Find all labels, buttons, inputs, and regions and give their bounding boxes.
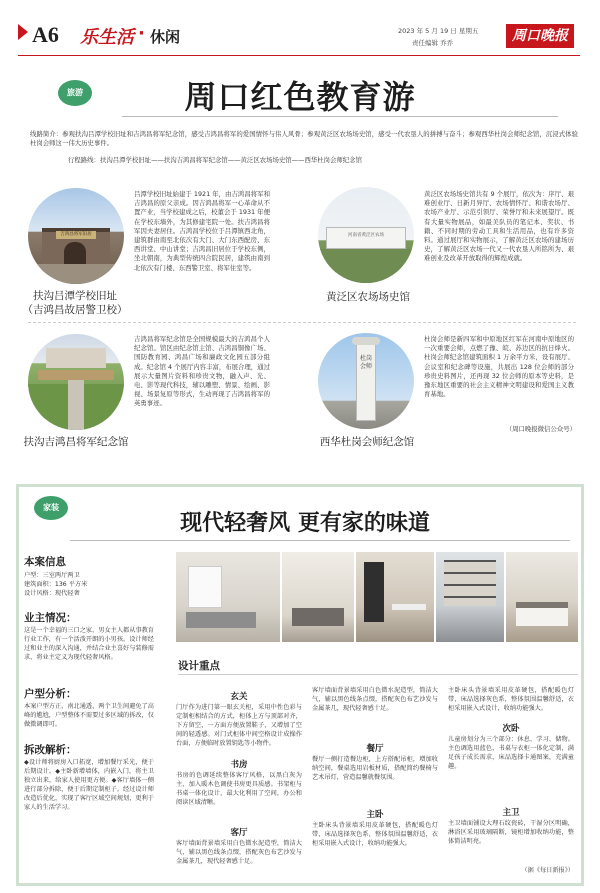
caption-farm-museum: 黄泛区农场场史馆 (326, 291, 410, 303)
bath-text: 主卫墙面铺设大理石纹瓷砖，干湿分区明确，淋浴区采用玻璃隔断，镜柜增加收纳功能，整体简洁明亮。 (448, 820, 574, 845)
study-title: 书房 (230, 760, 248, 770)
caption-lvtan-school: 扶沟吕潭学校旧址 (33, 290, 117, 302)
master-text: 主卧床头背景墙采用皮革硬包，搭配暖色灯带，床品选择灰色系，整体氛围温馨舒适，衣柜采用嵌入式设计，收纳功能强大。 (312, 822, 438, 847)
sign-farm: 河南省黄泛区农场 (348, 233, 384, 238)
photo-living-room (176, 552, 280, 642)
design-title: 设计重点 (178, 660, 220, 672)
section-dot: · (138, 23, 145, 44)
kids-title: 次卧 (502, 724, 520, 734)
living-text: 客厅墙面背景墙采用白色微水泥造型，简洁大气，辅以黑色线条点缀，搭配灰色布艺沙发与金属茶几，现代轻奢感十足。 (176, 840, 302, 865)
home-title-rule (70, 540, 570, 541)
photo-living-room-2 (282, 552, 354, 642)
info-line-2: 建筑面积：136 平方米 (24, 581, 88, 588)
photo-jihongchang-memorial (28, 334, 124, 430)
info-line-1: 户型：三室两厅两卫 (24, 572, 80, 579)
photo-dining-room (356, 552, 434, 642)
layout-text: 本案户型方正，南北通透，两个卫生间避免了高峰的尴尬，户型整体不需要过多区域的拆改，仅做微调即可。 (24, 703, 154, 728)
home-credit: （据《每日新报》） (521, 867, 574, 874)
living-title: 客厅 (230, 828, 248, 838)
masthead (0, 0, 600, 60)
foyer-title: 玄关 (230, 692, 248, 702)
section-name: 休闲 (150, 28, 181, 46)
issue-date: 2023 年 5 月 19 日 星期五 (398, 27, 479, 35)
master-text-cont: 主卧床头背景墙采用皮革硬包，搭配暖色灯带，床品选择灰色系，整体氛围温馨舒适，衣柜采用嵌入式设计，收纳功能强大。 (448, 687, 574, 712)
text-lvtan-school: 吕潭学校旧址始建于 1921 年，由吉鸿昌将军和吉鸿昌的原父亲成。因吉鸿昌将军一心革命从不置产业，当学校建成之后，校董会于 1931 年便在学校东墙外，为其修建宅院一处。扶吉鸿昌将军因夫妻居住。吉鸿昌学校位于吕潭镇西北角，建筑群由南至北依次有大门、大门东西配房、东西讲堂、中山讲堂；吉鸿昌旧居位于学校东侧，坐北朝南，为典型传统四合院民居，建筑由南到北依次有门楼、东西警卫室、将军住室等。 (134, 190, 270, 272)
section-brand: 乐生活 (80, 27, 134, 48)
paper-logo: 周口晚报 (506, 24, 574, 48)
photo-bedroom (506, 552, 578, 642)
owner-text: 这是一个幸福的三口之家，男女主人都从事教育行业工作，有一个活泼开朗的小男孩。设计师经过和业主的深入沟通，并结合业主喜好与装修需求，将业主定义为现代轻奢风格。 (24, 627, 154, 661)
home-title: 现代轻奢风 更有家的味道 (180, 510, 430, 536)
owner-title: 业主情况： (24, 612, 77, 624)
dining-title: 餐厅 (366, 744, 384, 754)
home-badge-text: 家装 (43, 503, 59, 512)
route-itinerary: 行程路线：扶沟吕潭学校旧址——扶沟吉鸿昌将军纪念馆——黄泛区农场场史馆——西华杜岗会师纪念馆 (68, 156, 362, 164)
dining-text: 餐厅一侧打造餐边柜，上方搭配吊柜，增加收纳空间，餐桌选用岩板材质，搭配简约餐椅与艺术吊灯，营造温馨就餐氛围。 (312, 756, 438, 781)
tour-divider (28, 322, 576, 323)
text-dugang-memorial: 杜岗会师是新四军和中原地区红军在河南中原地区的一次重要会师，点燃了豫、皖、苏边区的抗日烽火。杜岗会师纪念馆建筑面积 1 万余平方米，设有展厅、会议室和纪念碑等设施，共展出 128 位会师的部分珍贵史料图片，还再现 32 位会师的原本等史料，是豫东地区重要的社会主义精神文明建设和爱国主义教育基地。 (424, 335, 574, 399)
living-text-cont: 客厅墙面背景墙采用白色微水泥造型，简洁大气，辅以黑色线条点缀，搭配灰色布艺沙发与金属茶几，现代轻奢感十足。 (312, 687, 438, 712)
masthead-rule (18, 55, 580, 56)
photo-study (436, 552, 504, 642)
page-number: A6 (32, 22, 59, 47)
modification-text: ◆设计师将厨房入口拓宽，增加餐厅采光，便于后期设计。◆主卧新增墙体，内嵌入门，将主卫独立出来，给家人使用更方便。◆客厅墙体一侧进行部分拆除，便于后期定制柜子。经过设计师改造后优化，实现了客厅区域空间规划，更利于家人的生活学习。 (24, 759, 154, 811)
info-line-3: 设计风格：现代轻奢 (24, 590, 80, 597)
title-rule (122, 116, 558, 117)
route-summary: 线路简介：参观扶沟吕潭学校旧址和吉鸿昌将军纪念馆，感受吉鸿昌将军的爱国情怀与伟人风骨；参观黄泛区农场场史馆，感受一代农垦人的拼搏与奋斗；参观西华杜岗会师纪念馆，沉浸式体验杜岗会师这一伟大历史事件。 (30, 130, 578, 147)
design-title-rule (178, 674, 578, 675)
photo-lvtan-school (28, 188, 124, 284)
red-tour-credit: （周口晚报微信公众号） (505, 425, 576, 433)
red-tour-badge-text: 旅游 (67, 88, 83, 97)
caption-lvtan-school-sub: （吉鸿昌故居警卫校） (22, 304, 128, 316)
caption-jihongchang-memorial: 扶沟吉鸿昌将军纪念馆 (23, 436, 129, 448)
layout-title: 户型分析： (24, 688, 77, 700)
modification-title: 拆改解析： (24, 744, 77, 756)
photo-farm-museum (318, 187, 414, 283)
text-farm-museum: 黄泛区农场场史馆共有 9 个展厅，依次为：序厅、艰难创业厅、日新月异厅、农场情怀厅、和谐农场厅、农场产业厅、示范引领厅、荣誉厅和未来展望厅。既有大量实物展品，如最美队员的笔记本、奖状、书籍、不同时期的劳动工具和生活用品，也有许多资料。通过展厅和实物展示，了解黄泛区农场的建场历史，了解黄泛区农场一代又一代农垦人所铭所为、艰难创业及改革开放取得的辉煌成就。 (424, 190, 574, 263)
photo-dugang-memorial (318, 333, 414, 429)
editor-credit: 责任编辑 乔乔 (412, 39, 454, 47)
red-tour-title: 周口红色教育游 (184, 78, 416, 116)
master-title: 主卧 (366, 810, 384, 820)
bath-title: 主卫 (502, 808, 520, 818)
masthead-arrow-icon (18, 24, 28, 40)
sign-lvtan: 吉鸿昌将军旧居 (56, 231, 96, 239)
study-text: 书房的色调延续整体客厅风格，以黑白灰为主，加入暖木色调使书房更具质感。书架柜与书桌一体化设计，最大化利用了空间，办公和阅读区域清晰。 (176, 772, 302, 806)
caption-dugang-memorial: 西华杜岗会师纪念馆 (319, 436, 415, 448)
text-jihongchang-memorial: 吉鸿昌将军纪念馆是全国规模最大的吉鸿昌个人纪念馆。馆区由纪念馆主馆、吉鸿昌铜像广场、国防教育园、鸿昌广场和廉政文化园五部分组成。纪念馆 4 个展厅内容丰富，布展合理，通过展示大量图片资料和珍贵文物，融入声、光、电、影等现代科技，辅以雕塑、情景、绘画、影视、场景复原等形式，生动再现了吉鸿昌将军的英勇事迹。 (134, 335, 270, 408)
tower-inscription: 杜岗会师 (360, 355, 373, 370)
kids-text: 儿童房划分为三个部分：休息、学习、储物。主色调选用蓝色，书桌与衣柜一体化定制，满足孩子成长需求，床品选择卡通图案，充满童趣。 (448, 736, 574, 770)
foyer-text: 门厅作为进门第一眼玄关柜，采用中性色彩与定制柜相结合的方式，柜体上方与顶部对齐，下方留空，一方面方便放置鞋子，又增加了空间的轻透感。对门式柜体中间空格设计成操作台面，方便临时放置钥匙等小物件。 (176, 704, 302, 747)
info-title: 本案信息 (24, 556, 66, 568)
